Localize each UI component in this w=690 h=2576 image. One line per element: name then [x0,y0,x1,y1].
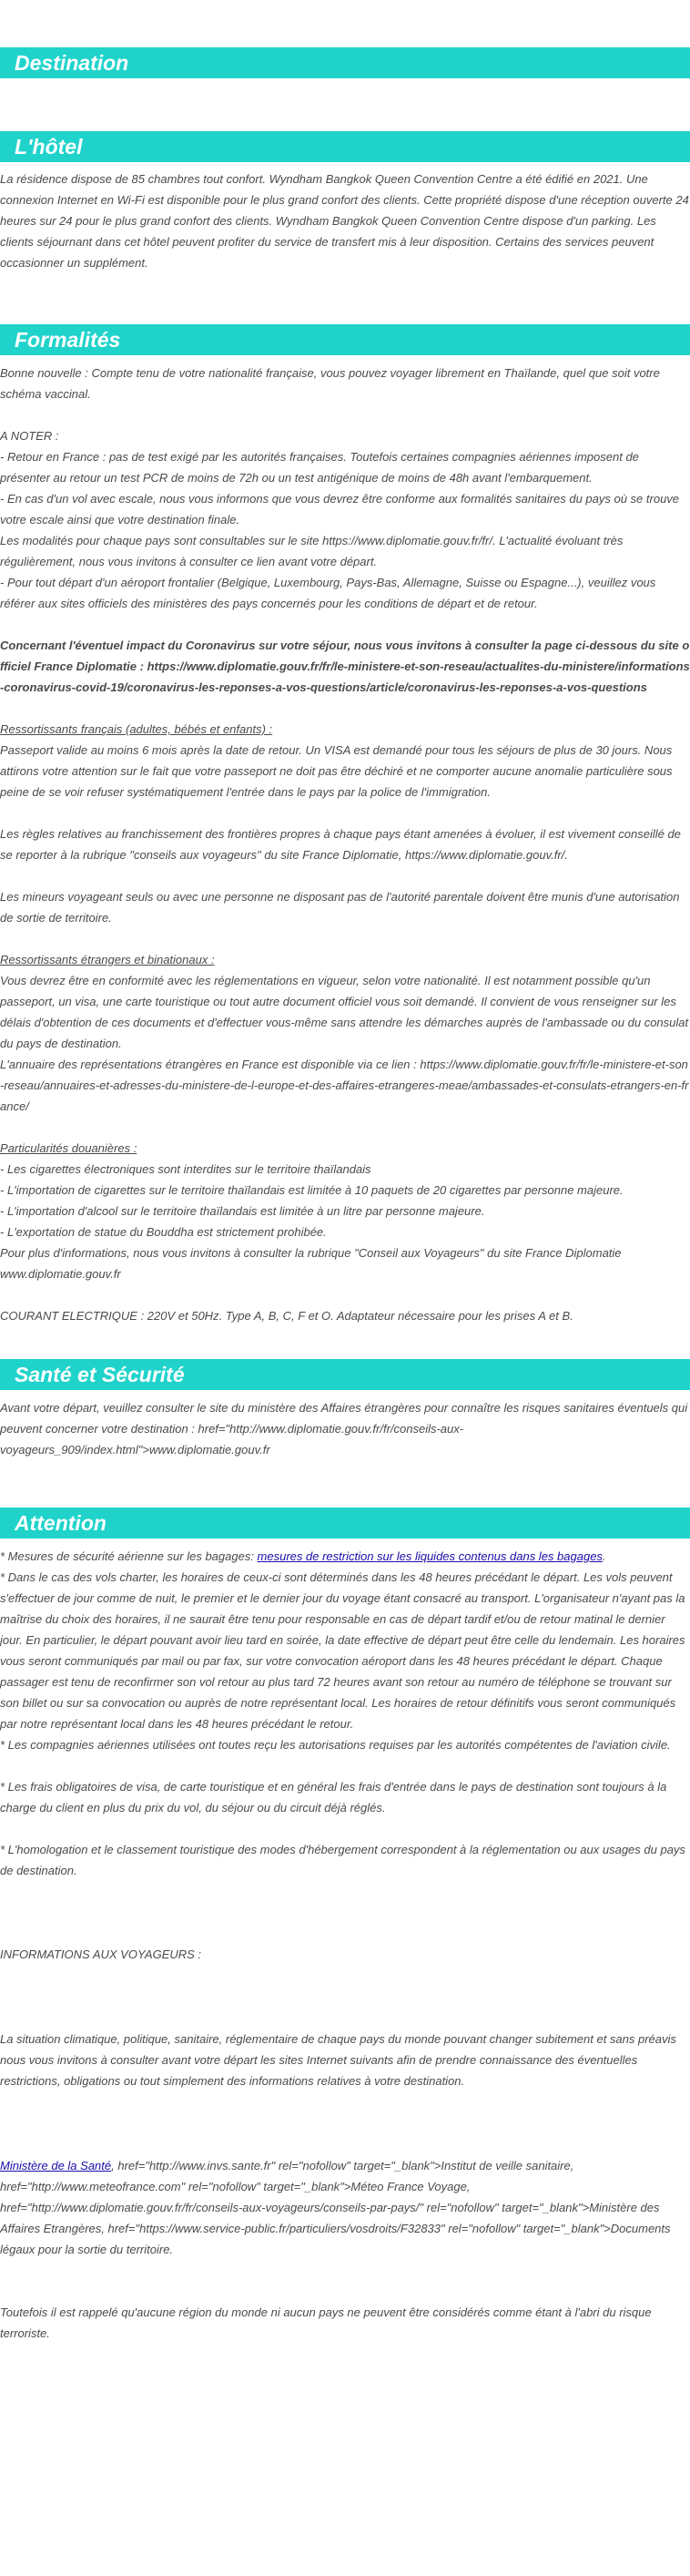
section-title-hotel: L'hôtel [0,131,690,162]
section-title-sante: Santé et Sécurité [0,1359,690,1390]
customs-line: Pour plus d'informations, nous vous invitons à consulter la rubrique "Conseil aux Voyageurs" du site France Diplomatie www.diplomatie.gouv.fr [0,1246,622,1281]
customs-line: - L'exportation de statue du Bouddha est strictement prohibée. [0,1225,327,1239]
traveler-info-title: INFORMATIONS AUX VOYAGEURS : [0,1947,202,1961]
nota-line: - Pour tout départ d'un aéroport frontalier (Belgique, Luxembourg, Pays-Bas, Allemagne, Suisse ou Espagne...), veuillez vous référer aux sites officiels des ministères des pays concernés pour les conditions de départ et de retour. [0,576,656,610]
sante-text: Avant votre départ, veuillez consulter le site du ministère des Affaires étrangères pour connaître les risques sanitaires éventuels qui peuvent concerner votre destination : href="http://www.diplomatie.gouv.fr/fr/conseils-aux-voyageurs_909/index.html">www.diplomatie.gouv.fr [0,1401,688,1457]
baggage-security-text [0,1546,690,1567]
terrorism-notice: Toutefois il est rappelé qu'aucune région du monde ni aucun pays ne peuvent être considérés comme étant à l'abri du risque terroriste. [0,2305,652,2340]
customs-line: - L'importation de cigarettes sur le territoire thaïlandais est limitée à 10 paquets de 20 cigarettes par personne majeure. [0,1183,624,1197]
border-rules-text: Les règles relatives au franchissement des frontières propres à chaque pays étant amenées à évoluer, il est vivement conseillé de se reporter à la rubrique "conseils aux voyageurs" du site France Diplomatie, https://www.diplomatie.gouv.fr/. [0,827,681,862]
nota-line: Les modalités pour chaque pays sont consultables sur le site https://www.diplomatie.gouv.fr/fr/. L'actualité évoluant très régulièrement, nous vous invitons à consulter ce lien avant votre départ. [0,534,624,568]
airlines-text: * Les compagnies aériennes utilisées ont toutes reçu les autorisations requises par les autorités compétentes de l'aviation civile. [0,1738,671,1752]
situation-text-1: La situation climatique, politique, sanitaire, réglementaire de chaque pays du monde pouvant changer subitement et sans préavis [0,2032,676,2046]
hotel-description: La résidence dispose de 85 chambres tout confort. Wyndham Bangkok Queen Convention Centre a été édifié en 2021. Une connexion Internet en Wi-Fi est disponible pour le plus grand confort des clients. Cette propriété dispose d'une réception ouverte 24 heures sur 24 pour le plus grand confort des clients. Wyndham Bangkok Queen Convention Centre dispose d'un parking. Les clients séjournant dans cet hôtel peuvent profiter du service de transfert mis à leur disposition. Certains des services peuvent occasionner un supplément. [0,172,689,270]
spacer [0,1326,690,1359]
charter-flights-text: * Dans le cas des vols charter, les horaires de ceux-ci sont déterminés dans les 48 heures précédant le départ. Les vols peuvent s'effectuer de jour comme de nuit, le premier et le dernier jour du voyage étant consacré au transport. L'organisateur n'ayant pas la maîtrise du choix des horaires, il ne saurait être tenu pour responsable en cas de départ tardif et/ou de retour matinal le dernier jour. En particulier, le départ pouvant avoir lieu tard en soirée, la date effective de départ peut être celle du lendemain. Les horaires vous seront communiqués par mail ou par fax, sur votre convocation aéroport dans les 48 heures précédant le départ. Chaque passager est tenu de reconfirmer son vol retour au plus tard 72 heures avant son retour au numéro de téléphone se trouvant sur son billet ou sur sa convocation ou auprès de notre représentant local. Les horaires de retour définitifs vous seront communiqués par notre représentant local dans les 48 heures précédant le retour. [0,1570,685,1731]
french-nationals-text: Passeport valide au moins 6 mois après la date de retour. Un VISA est demandé pour tous les séjours de plus de 30 jours. Nous attirons votre attention sur le fait que votre passeport ne doit pas être déchiré et ne comporter aucune anomalie particulière sous peine de se voir refuser systématiquement l'entrée dans le pays par la police de l'immigration. [0,743,673,799]
nota-line: - Retour en France : pas de test exigé par les autorités françaises. Toutefois certaines compagnies aériennes imposent de présenter au retour un test PCR de moins de 72h ou un test antigénique de moins de 48h avant l'embarquement. [0,450,639,485]
section-title-destination: Destination [0,47,690,78]
covid-notice: Concernant l'éventuel impact du Coronavirus sur votre séjour, nous vous invitons à consulter la page ci-dessous du site officiel France Diplomatie : https://www.diplomatie.gouv.fr/fr/le-ministere-et-son-reseau/actualites-du-ministere/informations-coronavirus-covid-19/coronavirus-les-reponses-a-vos-questions/article/coronavirus-les-reponses-a-vos-questions [0,639,690,694]
foreign-nationals-title: Ressortissants étrangers et binationaux : [0,953,215,966]
attention-section [0,1538,690,2344]
electric-current-text: COURANT ELECTRIQUE : 220V et 50Hz. Type A, B, C, F et O. Adaptateur nécessaire pour les prises A et B. [0,1309,573,1323]
situation-text-2: nous vous invitons à consulter avant votre départ les sites Internet suivants afin de prendre connaissance des éventuelles restrictions, obligations ou tout simplement des informations relatives à votre destination. [0,2053,638,2088]
homologation-text: * L'homologation et le classement touristique des modes d'hébergement correspondent à la réglementation ou aux usages du pays de destination. [0,1843,685,1877]
embassy-directory-text: L'annuaire des représentations étrangères en France est disponible via ce lien : https://www.diplomatie.gouv.fr/fr/le-ministere-et-son-reseau/annuaires-et-adresses-du-ministere-de-l-europe-et-des-affaires-etrangeres-meae/ambassades-et-consulats-etrangers-en-france/ [0,1058,689,1113]
liquid-restrictions-link[interactable]: mesures de restriction sur les liquides contenus dans les bagages [257,1549,603,1563]
formalites-section [0,355,690,1326]
customs-line: - Les cigarettes électroniques sont interdites sur le territoire thaïlandais [0,1162,371,1176]
useful-links-rest: , href="http://www.invs.sante.fr" rel="nofollow" target="_blank">Institut de veille sanitaire, href="http://www.meteofrance.com" rel="nofollow" target="_blank">Méteo France Voyage, href="http://www.diplomatie.gouv.fr/fr/conseils-aux-voyageurs/conseils-par-pays/" rel="nofollow" target="_blank">Ministère des Affaires Etrangères, href="https://www.service-public.fr/particuliers/vosdroits/F32833" rel="nofollow" target="_blank">Documents légaux pour la sortie du territoire. [0,2159,671,2256]
top-spacer [0,0,690,47]
foreign-nationals-text: Vous devrez être en conformité avec les réglementations en vigueur, selon votre nationalité. Il est notamment possible qu'un passeport, un visa, une carte touristique ou tout autre document officiel vous soit demandé. Il convient de vous renseigner sur les délais d'obtention de ces documents et d'effectuer vous-même sans attendre les démarches auprès de l'ambassade ou du consulat du pays de destination. [0,974,689,1050]
hotel-section [0,162,690,273]
useful-links-text [0,2155,690,2260]
section-title-attention: Attention [0,1508,690,1538]
formalites-intro: Bonne nouvelle : Compte tenu de votre nationalité française, vous pouvez voyager librement en Thaïlande, quel que soit votre schéma vaccinal. [0,366,660,401]
customs-title: Particularités douanières : [0,1141,137,1155]
baggage-suffix: . [602,1549,606,1563]
baggage-prefix: * Mesures de sécurité aérienne sur les bagages: [0,1549,258,1563]
nota-title: A NOTER : [0,429,59,443]
spacer [0,1460,690,1508]
nota-line: - En cas d'un vol avec escale, nous vous informons que vous devrez être conforme aux formalités sanitaires du pays où se trouve votre escale ainsi que votre destination finale. [0,492,680,526]
section-title-formalites: Formalités [0,324,690,355]
minors-text: Les mineurs voyageant seuls ou avec une personne ne disposant pas de l'autorité parentale doivent être munis d'une autorisation de sortie de territoire. [0,890,680,925]
sante-section [0,1390,690,1460]
spacer [0,78,690,131]
ministere-sante-link[interactable]: Ministère de la Santé [0,2159,112,2172]
mandatory-fees-text: * Les frais obligatoires de visa, de carte touristique et en général les frais d'entrée dans le pays de destination sont toujours à la charge du client en plus du prix du vol, du séjour ou du circuit déjà réglés. [0,1780,667,1814]
spacer [0,273,690,324]
customs-line: - L'importation d'alcool sur le territoire thaïlandais est limitée à un litre par personne majeure. [0,1204,485,1218]
french-nationals-title: Ressortissants français (adultes, bébés et enfants) : [0,722,273,736]
